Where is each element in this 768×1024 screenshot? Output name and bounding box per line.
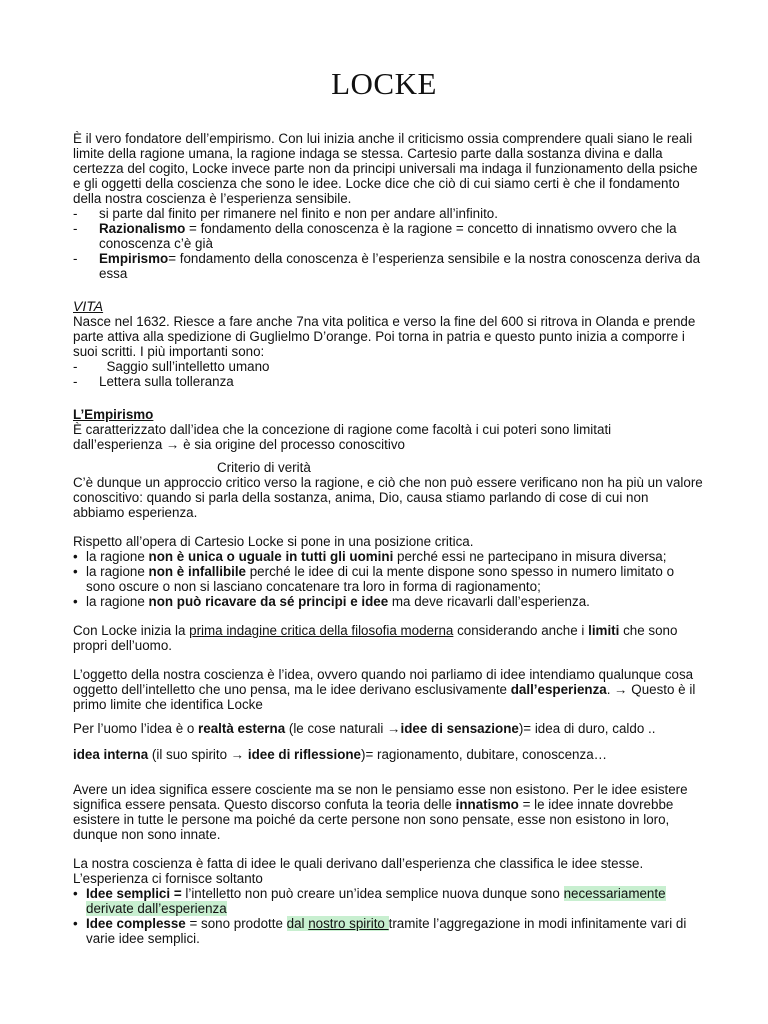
realta-line bbox=[73, 720, 703, 738]
text: )= idea di duro, caldo .. bbox=[518, 721, 656, 736]
text: . → Questo è il primo limite che identifica Locke bbox=[73, 682, 696, 712]
text: tramite l’aggregazione in modi infinitamente vari di varie idee semplici. bbox=[86, 916, 687, 946]
list-text bbox=[86, 564, 703, 594]
text: perché essi ne partecipano in misura diversa; bbox=[393, 549, 667, 564]
empirismo-paragraph-2: C’è dunque un approccio critico verso la ragione, e ciò che non può essere verificano non ha più un valore conoscitivo: quando si parla della sostanza, anima, Dio, causa stiamo parlando di cose di cui non abbiamo esperienza. bbox=[73, 475, 703, 520]
bullet-marker: • bbox=[73, 916, 78, 931]
text: l’intelletto non può creare un’idea semplice nuova dunque sono bbox=[181, 886, 564, 901]
list-item bbox=[73, 221, 703, 251]
text: perché le idee di cui la mente dispone sono spesso in numero limitato o sono oscure o non si lasciano concatenare tra loro in forma di ragionamento; bbox=[86, 564, 675, 594]
list-text bbox=[99, 221, 703, 251]
bullet-marker: • bbox=[73, 886, 78, 901]
emphasis: idee di riflessione bbox=[247, 747, 362, 762]
term-empirismo: Empirismo bbox=[99, 251, 169, 266]
dash-marker: - bbox=[73, 206, 78, 221]
list-item bbox=[73, 564, 703, 594]
highlighted-underlined-text: nostro spirito bbox=[308, 916, 389, 931]
text: la ragione bbox=[86, 564, 149, 579]
list-text bbox=[86, 549, 703, 564]
section-heading-vita: VITA bbox=[73, 298, 104, 314]
criterio-label: Criterio di verità bbox=[217, 460, 311, 475]
list-text: Saggio sull’intelletto umano bbox=[99, 359, 270, 374]
text: Per l’uomo l’idea è o bbox=[73, 721, 199, 736]
text: Con Locke inizia la bbox=[73, 623, 190, 638]
emphasis: limiti bbox=[588, 623, 620, 638]
text: la ragione bbox=[86, 594, 149, 609]
term-idee-semplici: Idee semplici = bbox=[86, 886, 182, 901]
text: la ragione bbox=[86, 549, 149, 564]
bullet-marker: • bbox=[73, 594, 78, 609]
list-item bbox=[73, 916, 703, 946]
emphasis: idea interna bbox=[73, 747, 149, 762]
text: L’oggetto della nostra coscienza è l’idea, ovvero quando noi parliamo di idee intendiamo qualunque cosa oggetto dell’intelletto che uno pensa, ma le idee derivano esclusivamente bbox=[73, 667, 694, 697]
list-item bbox=[73, 206, 703, 221]
dash-marker: - bbox=[73, 221, 78, 236]
idea-interna-line bbox=[73, 746, 703, 764]
emphasis: realtà esterna bbox=[198, 721, 286, 736]
bullet-marker: • bbox=[73, 564, 78, 579]
underlined-text: prima indagine critica della filosofia moderna bbox=[189, 623, 454, 638]
emphasis: non può ricavare da sé principi e idee bbox=[148, 594, 389, 609]
text: che sono propri dell’uomo. bbox=[73, 623, 678, 653]
dash-marker: - bbox=[73, 359, 78, 374]
definition: = fondamento della conoscenza è l’esperienza sensibile e la nostra conoscenza deriva da essa bbox=[99, 251, 701, 281]
page-title: LOCKE bbox=[331, 66, 437, 101]
cartesio-intro: Rispetto all’opera di Cartesio Locke si pone in una posizione critica. bbox=[73, 534, 474, 549]
text: = sono prodotte bbox=[185, 916, 287, 931]
emphasis: non è infallibile bbox=[148, 564, 247, 579]
coscienza-paragraph: La nostra coscienza è fatta di idee le quali derivano dall’esperienza che classifica le idee stesse. bbox=[73, 856, 644, 871]
text: )= ragionamento, dubitare, conoscenza… bbox=[361, 747, 608, 762]
empirismo-paragraph: È caratterizzato dall’idea che la concezione di ragione come facoltà i cui poteri sono limitati dall’esperienza → è sia origine del processo conoscitivo bbox=[73, 422, 612, 452]
critica-paragraph bbox=[73, 623, 703, 653]
dash-marker: - bbox=[73, 251, 78, 266]
definition: = fondamento della conoscenza è la ragione = concetto di innatismo ovvero che la conoscenza c’è già bbox=[99, 221, 677, 251]
list-item bbox=[73, 886, 703, 916]
emphasis: innatismo bbox=[455, 797, 519, 812]
document-body bbox=[73, 131, 703, 946]
text: ma deve ricavarli dall’esperienza. bbox=[388, 594, 590, 609]
term-razionalismo: Razionalismo bbox=[99, 221, 186, 236]
term-idee-complesse: Idee complesse bbox=[86, 916, 186, 931]
list-text: si parte dal finito per rimanere nel finito e non per andare all’infinito. bbox=[99, 206, 498, 221]
list-item bbox=[73, 359, 703, 374]
dash-marker: - bbox=[73, 374, 78, 389]
list-text bbox=[86, 916, 703, 946]
text: = le idee innate dovrebbe esistere in tutte le persone ma poiché da certe persone non sono pensate, esse non esistono in loro, dunque non sono innate. bbox=[73, 797, 674, 842]
highlighted-text: necessariamente derivate dall’esperienza bbox=[86, 886, 666, 916]
emphasis: idee di sensazione bbox=[400, 721, 519, 736]
list-item bbox=[73, 251, 703, 281]
intro-paragraph: È il vero fondatore dell’empirismo. Con lui inizia anche il criticismo ossia comprendere quali siano le reali limite della ragione umana, la ragione indaga se stessa. Cartesio parte dalla sostanza divina e dalla certezza del cogito, Locke invece parte non da principi universali ma indaga il funzionamento della psiche e gli oggetti della coscienza che sono le idee. Locke dice che ciò di cui siamo certi è che il fondamento della nostra coscienza è l’esperienza sensibile. bbox=[73, 131, 698, 206]
list-text: Lettera sulla tolleranza bbox=[99, 374, 234, 389]
vita-paragraph: Nasce nel 1632. Riesce a fare anche 7na vita politica e verso la fine del 600 si ritrova in Olanda e prende parte attiva alla spedizione di Guglielmo D’orange. Poi torna in patria e questo punto inizia a comporre i suoi scritti. I più importanti sono: bbox=[73, 314, 696, 359]
oggetto-paragraph bbox=[73, 667, 703, 712]
innatismo-paragraph bbox=[73, 782, 703, 842]
emphasis: dall’esperienza bbox=[510, 682, 607, 697]
list-item bbox=[73, 549, 703, 564]
text: (il suo spirito → bbox=[148, 747, 248, 762]
section-heading-empirismo: L’Empirismo bbox=[73, 407, 154, 422]
text: considerando anche i bbox=[453, 623, 589, 638]
text: (le cose naturali → bbox=[285, 721, 401, 736]
highlighted-text: dal bbox=[286, 916, 309, 931]
list-text bbox=[86, 886, 703, 916]
coscienza-paragraph-2: L’esperienza ci fornisce soltanto bbox=[73, 871, 263, 886]
list-text bbox=[86, 594, 703, 609]
list-text bbox=[99, 251, 703, 281]
list-item bbox=[73, 594, 703, 609]
list-item bbox=[73, 374, 703, 389]
text: Avere un idea significa essere cosciente ma se non le pensiamo esse non esistono. Per le idee esistere significa essere pensata. Questo discorso confuta la teoria delle bbox=[73, 782, 688, 812]
emphasis: non è unica o uguale in tutti gli uomini bbox=[148, 549, 394, 564]
bullet-marker: • bbox=[73, 549, 78, 564]
